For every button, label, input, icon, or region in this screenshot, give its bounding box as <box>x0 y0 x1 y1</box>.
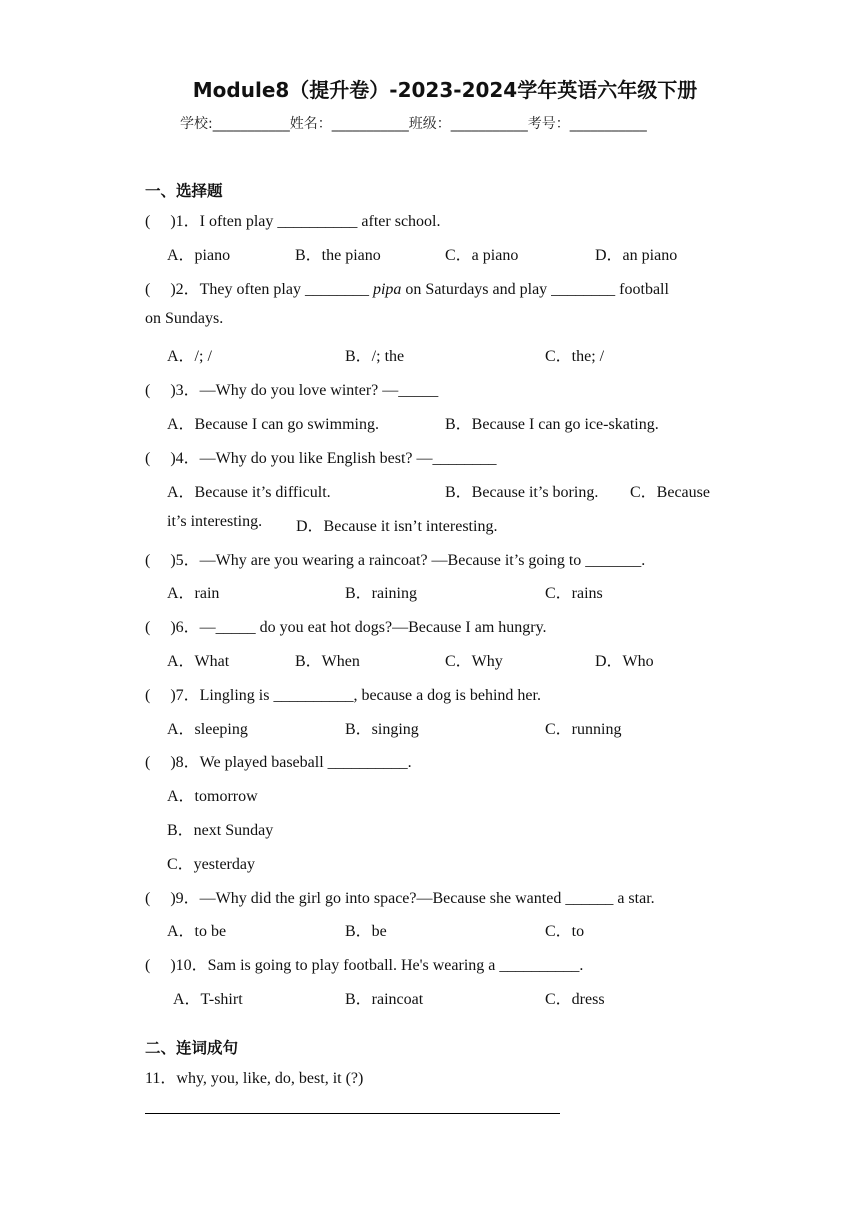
q2-option-b: B．/; the <box>345 348 405 365</box>
answer-line <box>145 1113 560 1114</box>
q9-option-a: A．to be <box>167 923 227 940</box>
q10-option-b: B．raincoat <box>345 991 424 1008</box>
section-heading-sentence: 二、连词成句 <box>145 1039 239 1057</box>
question-2-continued: on Sundays. <box>145 310 224 327</box>
q10-option-a: A．T-shirt <box>173 991 243 1008</box>
q7-option-a: A．sleeping <box>167 721 248 738</box>
q4-option-c: C．Because <box>630 484 710 501</box>
question-2: ( )2．They often play ________ pipa on Saturdays and play ________ football <box>145 281 669 298</box>
question-6: ( )6．—_____ do you eat hot dogs?—Because I am hungry. <box>145 619 547 636</box>
q8-option-a: A．tomorrow <box>167 788 258 805</box>
section-heading-choice: 一、选择题 <box>145 182 223 200</box>
q6-option-b: B．When <box>295 653 360 670</box>
q8-option-c: C．yesterday <box>167 856 255 873</box>
q6-option-c: C．Why <box>445 653 503 670</box>
q1-option-d: D．an piano <box>595 247 678 264</box>
q9-option-c: C．to <box>545 923 585 940</box>
q3-option-b: B．Because I can go ice-skating. <box>445 416 659 433</box>
q1-option-b: B．the piano <box>295 247 381 264</box>
q5-option-a: A．rain <box>167 585 220 602</box>
q1-option-a: A．piano <box>167 247 231 264</box>
pipa-word: pipa <box>372 281 402 298</box>
q4-option-c-continued: it’s interesting. <box>167 513 263 530</box>
question-7: ( )7．Lingling is __________, because a dog is behind her. <box>145 687 541 704</box>
q6-option-a: A．What <box>167 653 230 670</box>
q7-option-c: C．running <box>545 721 622 738</box>
q4-option-b: B．Because it’s boring. <box>445 484 599 501</box>
student-info-line: 学校:___________姓名：___________班级：___________考号：___________ <box>180 116 647 132</box>
q2-option-a: A．/; / <box>167 348 212 365</box>
q10-option-c: C．dress <box>545 991 605 1008</box>
q1-option-c: C．a piano <box>445 247 519 264</box>
q5-option-c: C．rains <box>545 585 603 602</box>
question-10: ( )10．Sam is going to play football. He's wearing a __________. <box>145 957 584 974</box>
q4-option-a: A．Because it’s difficult. <box>167 484 331 501</box>
q4-option-d: D．Because it isn’t interesting. <box>296 518 498 535</box>
question-1: ( )1．I often play __________ after school. <box>145 213 441 230</box>
question-8: ( )8．We played baseball __________. <box>145 754 412 771</box>
question-11: 11．why, you, like, do, best, it (?) <box>145 1070 364 1087</box>
q9-option-b: B．be <box>345 923 387 940</box>
q5-option-b: B．raining <box>345 585 417 602</box>
question-3: ( )3．—Why do you love winter? —_____ <box>145 382 439 399</box>
question-4: ( )4．—Why do you like English best? —________ <box>145 450 497 467</box>
q8-option-b: B．next Sunday <box>167 822 274 839</box>
q6-option-d: D．Who <box>595 653 654 670</box>
q2-option-c: C．the; / <box>545 348 605 365</box>
question-9: ( )9．—Why did the girl go into space?—Because she wanted ______ a star. <box>145 890 655 907</box>
q3-option-a: A．Because I can go swimming. <box>167 416 379 433</box>
page-title: Module8（提升卷）-2023-2024学年英语六年级下册 <box>192 78 698 102</box>
question-5: ( )5．—Why are you wearing a raincoat? —Because it’s going to _______. <box>145 552 646 569</box>
q7-option-b: B．singing <box>345 721 419 738</box>
